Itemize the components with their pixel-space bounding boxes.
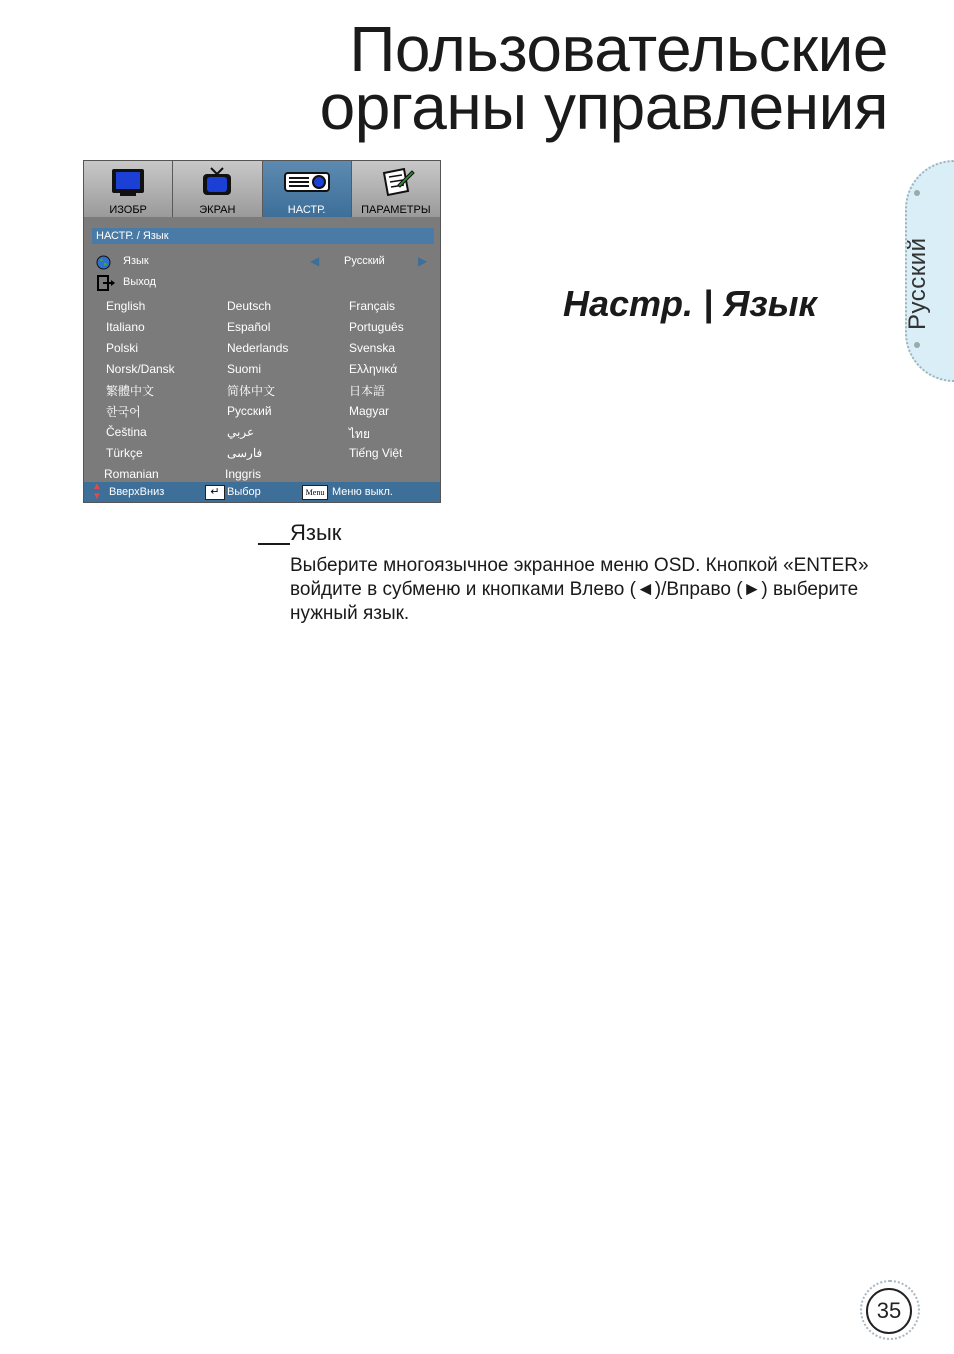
language-label: Язык bbox=[123, 255, 149, 267]
projector-icon bbox=[283, 167, 331, 200]
language-option[interactable]: Русский bbox=[227, 404, 272, 418]
language-option[interactable]: Inggris bbox=[225, 467, 262, 481]
up-down-icon: ▲ ▼ bbox=[92, 481, 102, 502]
language-option[interactable]: ไทย bbox=[349, 427, 370, 441]
language-option[interactable]: Romanian bbox=[104, 467, 159, 481]
tab-screen[interactable] bbox=[173, 161, 262, 217]
footer-select-label: Выбор bbox=[227, 486, 261, 498]
footer-updown-label: ВверхВниз bbox=[109, 486, 165, 498]
language-row[interactable] bbox=[94, 254, 434, 272]
breadcrumb: НАСТР. / Язык bbox=[92, 228, 434, 244]
language-value: Русский bbox=[344, 255, 385, 267]
section-body: Выберите многоязычное экранное меню OSD. Кнопкой «ENTER» войдите в субменю и кнопками Влево (◄)/Вправо (►) выберите нужный язык. bbox=[290, 555, 869, 624]
language-option[interactable]: Français bbox=[349, 299, 396, 313]
language-option[interactable]: Suomi bbox=[227, 362, 262, 376]
language-option[interactable]: 繁體中文 bbox=[106, 384, 155, 398]
language-option[interactable]: Čeština bbox=[106, 425, 147, 439]
language-option[interactable]: 简体中文 bbox=[227, 384, 276, 398]
section-title: Настр. | Язык bbox=[563, 283, 817, 324]
side-tab-dot-bottom bbox=[914, 342, 920, 348]
globe-icon bbox=[96, 255, 111, 273]
exit-label: Выход bbox=[123, 276, 156, 288]
language-option[interactable]: عربي bbox=[227, 425, 255, 439]
exit-row[interactable] bbox=[94, 275, 434, 293]
enter-key-icon: ↵ bbox=[205, 485, 225, 500]
language-option[interactable]: Svenska bbox=[349, 341, 396, 355]
language-option[interactable]: Norsk/Dansk bbox=[106, 362, 175, 376]
language-option[interactable]: Italiano bbox=[106, 320, 145, 334]
tv-icon bbox=[199, 167, 235, 200]
menu-key-icon: Menu bbox=[302, 485, 328, 500]
monitor-icon bbox=[110, 167, 146, 200]
right-arrow-icon[interactable]: ▶ bbox=[418, 254, 428, 268]
osd-tabs bbox=[84, 161, 440, 217]
page-number: 35 bbox=[866, 1288, 912, 1334]
section-heading-underline bbox=[258, 543, 290, 545]
settings-document-icon bbox=[376, 167, 416, 200]
language-option[interactable]: 日本語 bbox=[349, 384, 386, 398]
language-option[interactable]: Ελληνικά bbox=[349, 362, 398, 376]
footer-menu-off-label: Меню выкл. bbox=[332, 486, 393, 498]
tab-options[interactable] bbox=[352, 161, 440, 217]
exit-icon bbox=[97, 275, 117, 294]
side-tab-dot-top bbox=[914, 190, 920, 196]
section-heading: Язык bbox=[290, 520, 342, 545]
page-title-line-2: органы управления bbox=[319, 71, 888, 143]
tab-setup-label: НАСТР. bbox=[287, 204, 326, 216]
language-option[interactable]: Español bbox=[227, 320, 271, 334]
page-title bbox=[319, 13, 888, 143]
tab-options-label: ПАРАМЕТРЫ bbox=[361, 204, 431, 216]
language-option[interactable]: Deutsch bbox=[227, 299, 272, 313]
tab-image-label: ИЗОБР bbox=[109, 204, 147, 216]
tab-image[interactable] bbox=[84, 161, 173, 217]
language-option[interactable]: فارسی bbox=[227, 446, 263, 460]
tab-setup[interactable] bbox=[263, 161, 352, 217]
tab-screen-label: ЭКРАН bbox=[199, 204, 236, 216]
language-option[interactable]: Polski bbox=[106, 341, 139, 355]
osd-menu bbox=[83, 160, 441, 503]
language-option[interactable]: Magyar bbox=[349, 404, 390, 418]
language-option[interactable]: English bbox=[106, 299, 146, 313]
osd-footer bbox=[84, 482, 440, 502]
language-option[interactable]: 한국어 bbox=[106, 405, 141, 419]
page-title-line-1: Пользовательские bbox=[349, 13, 888, 85]
language-option[interactable]: Türkçe bbox=[106, 446, 143, 460]
language-option[interactable]: Tiếng Việt bbox=[349, 446, 403, 460]
side-tab-label: Русский bbox=[904, 237, 931, 330]
left-arrow-icon[interactable]: ◀ bbox=[310, 254, 320, 268]
language-option[interactable]: Português bbox=[349, 320, 404, 334]
language-option[interactable]: Nederlands bbox=[227, 341, 289, 355]
